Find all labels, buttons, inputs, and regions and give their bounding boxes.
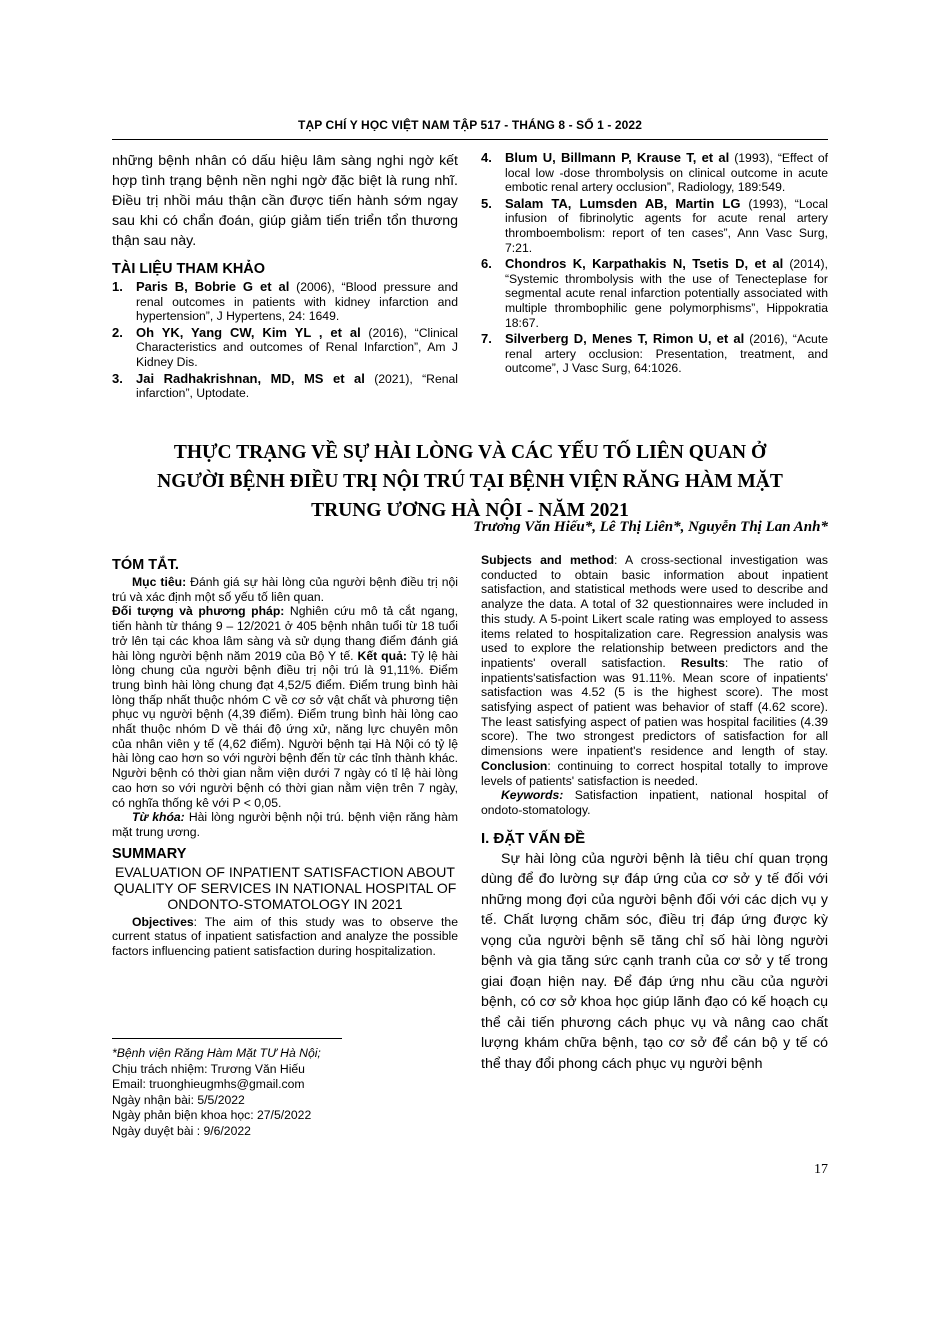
reference-number: 4. [481, 150, 492, 165]
article-title-line: NGƯỜI BỆNH ĐIỀU TRỊ NỘI TRÚ TẠI BỆNH VIỆN RĂNG HÀM MẶT [157, 471, 783, 492]
footnotes [112, 1046, 458, 1140]
english-title: EVALUATION OF INPATIENT SATISFACTION ABOUT QUALITY OF SERVICES IN NATIONAL HOSPITAL OF ONDONTO-STOMATOLOGY IN 2021 [113, 863, 457, 912]
footnote-rule [112, 1038, 342, 1039]
reference-authors: Jai Radhakrishnan, MD, MS et al [136, 370, 365, 386]
summary-conclusion-label: Conclusion [481, 758, 548, 773]
abstract-left-column [112, 557, 458, 959]
reference-number: 6. [481, 256, 492, 272]
reference-authors: Paris B, Bobrie G et al [136, 279, 290, 294]
summary-subjects-text: : A cross-sectional investigation was conducted to obtain basic information about inpatient satisfaction, and statistical methods were used to describe and analyze the data. A total of 32 questionnaires were included in this study. A 5-point Likert scale rating was employed to assess items related to hospitalization care. Regression analysis was used to explore the relationship between predictors and the inpatients' overall satisfaction. [481, 553, 828, 670]
results-text: Tỷ lệ hài lòng chung của người bệnh điều trị nội trú là 91,11%. Điểm trung bình hài lòng chung đạt 4,52/5 điểm. Điểm trung bình hài lòng thấp nhất thuộc nhóm C về cơ sở vật chất và phương tiện phục vụ người bệnh (4,39 điểm). Điểm trung bình hài lòng cao nhất thuộc nhóm D về thái độ ứng xử, năng lực chuyên môn của nhân viên y tế (4,62 điểm). Người bệnh tại Hà Nội có tỷ lệ hài lòng cao hơn so với người bệnh đến từ các tỉnh thành khác. Người bệnh có thời gian nằm viện dưới 7 ngày có tỉ lệ hài lòng cao hơn so với người bệnh có thời gian nằm viện trên 7 ngày, có nghĩa thống kê với P < 0,05. [112, 648, 458, 810]
prev-article-left-column [112, 151, 458, 403]
prev-article-right-column [481, 151, 828, 378]
reference-text: (1993), “Effect of local low -dose thrombolysis on clinical outcome in acute embotic renal artery occlusion”, Radiology, 189:549. [505, 151, 829, 195]
summary-keywords-text: Satisfaction inpatient, national hospital of ondoto-stomatology. [481, 788, 828, 817]
reference-item [481, 257, 828, 330]
results-label: Kết quả: [357, 648, 407, 663]
tomtat-methods [112, 604, 458, 810]
objective-label: Mục tiêu: [132, 575, 187, 589]
reference-authors: Blum U, Billmann P, Krause T, et al [505, 150, 730, 165]
reference-item [481, 332, 828, 376]
footnote-responsible: Chịu trách nhiệm: Trương Văn Hiếu [112, 1061, 305, 1076]
prev-article-closing-paragraph: những bệnh nhân có dấu hiệu lâm sàng nghi ngờ kết hợp tình trạng bệnh nền nghi ngờ đặc biệt là rung nhĩ. Điều trị nhồi máu thận cần được tiến hành sớm ngay sau khi có chẩn đoán, giúp giảm tiến triển tổn thương thận sau này. [112, 153, 458, 249]
reference-authors: Chondros K, Karpathakis N, Tsetis D, et al [505, 256, 784, 272]
summary-objectives [112, 915, 458, 959]
reference-item [112, 280, 458, 324]
footnote-affiliation: *Bệnh viện Răng Hàm Mặt TƯ Hà Nội; [112, 1046, 321, 1060]
reference-text: (1993), “Local infusion of fibrinolytic agents for acute renal artery thromboembolism: report of ten cases”, Ann Vasc Surg, 7:21. [505, 196, 829, 255]
summary-conclusion-text: : continuing to correct hospital totally to improve levels of patients' satisfaction is needed. [481, 758, 828, 788]
abstract-right-column [481, 553, 828, 1074]
article-title-line: THỰC TRẠNG VỀ SỰ HÀI LÒNG VÀ CÁC YẾU TỐ LIÊN QUAN Ở [173, 442, 767, 463]
methods-label: Đối tượng và phương pháp: [112, 604, 285, 619]
summary-objectives-text: : The aim of this study was to observe the current status of inpatient satisfaction and analyze the possible factors influencing patient satisfaction during hospitalization. [112, 914, 458, 959]
reference-authors: Silverberg D, Menes T, Rimon U, et al [505, 331, 745, 347]
reference-number: 7. [481, 331, 492, 347]
summary-body [481, 553, 828, 788]
summary-results-label: Results [680, 655, 725, 670]
intro-paragraph: Sự hài lòng của người bệnh là tiêu chí quan trọng dùng để đo lường sự đáp ứng của cơ sở y tế đối với những mong đợi của người bệnh đối với các dịch vụ y tế. Chất lượng chăm sóc, điều trị đáp ứng được kỳ vọng của người bệnh sẽ tăng chỉ số hài lòng người bệnh và gia tăng sức cạnh tranh của cơ sở y tế trong giai đoạn hiện nay. Để đáp ứng nhu cầu của người bệnh, có cơ sở khoa học giúp lãnh đạo có kế hoạch cụ thể cải tiến phương cách phục vụ và nâng cao chất lượng khám chữa bệnh, tạo cơ sở để cán bộ y tế có thể thay đổi phong cách phục vụ người bệnh [481, 850, 828, 1072]
objective-text: Đánh giá sự hài lòng của người bệnh điều trị nội trú và xác định một số yếu tố liên quan. [112, 575, 458, 604]
summary-heading: SUMMARY [112, 845, 187, 862]
footnote-reviewed: Ngày phản biện khoa học: 27/5/2022 [112, 1108, 312, 1123]
reference-item [112, 372, 458, 401]
methods-text: Nghiên cứu mô tả cắt ngang, tiến hành từ tháng 9 – 12/2021 ở 405 bệnh nhân tuổi từ 18 tuổi trở lên tại các khoa lâm sàng và sử dụng thang điểm đánh giá hài lòng người bệnh năm 2019 của Bộ Y tế. [112, 604, 458, 663]
reference-authors: Salam TA, Lumsden AB, Martin LG [505, 195, 741, 211]
summary-results-text: : The ratio of inpatients'satisfaction was 91.11%. Mean score of inpatients' satisfaction was 4.52 (5 is the highest score). The most satisfying aspect of patient was behavior of staff (4.62 score). The least satisfying aspect of patien was hospital facilities (4.39 score). The two strongest predictors of satisfaction for all dimensions were inpatient's residence and length of stay. [481, 655, 828, 759]
reference-list-right [481, 151, 828, 376]
summary-keywords [481, 788, 828, 817]
reference-item [112, 326, 458, 370]
tomtat-keywords [112, 810, 458, 839]
references-heading: TÀI LIỆU THAM KHẢO [112, 261, 266, 277]
intro-heading: I. ĐẶT VẤN ĐỀ [481, 829, 586, 847]
reference-number: 1. [112, 279, 123, 294]
tomtat-objective [112, 575, 458, 604]
page-number: 17 [814, 1162, 828, 1177]
summary-objectives-label: Objectives [132, 914, 194, 929]
journal-header: TẠP CHÍ Y HỌC VIỆT NAM TẬP 517 - THÁNG 8 - SỐ 1 - 2022 [298, 118, 642, 132]
keywords-text: Hài lòng người bệnh nội trú. bệnh viện răng hàm mặt trung ương. [112, 810, 458, 839]
reference-text: (2014), “Systemic thrombolysis with the use of Tenecteplase for segmental acute renal infarction potentially associated with multiple thrombophilic gene polymorphisms”, Hippokratia 18:67. [505, 257, 828, 330]
reference-authors: Oh YK, Yang CW, Kim YL , et al [136, 324, 361, 340]
tomtat-heading: TÓM TẮT. [112, 557, 179, 573]
keywords-label: Từ khóa: [132, 810, 185, 825]
reference-text: (2016), “Acute renal artery occlusion: Presentation, treatment, and outcome”, J Vasc Surg, 64:1026. [505, 332, 828, 376]
header-rule [112, 139, 828, 140]
article-authors: Trương Văn Hiếu*, Lê Thị Liên*, Nguyễn Thị Lan Anh* [473, 519, 828, 535]
reference-text: (2016), “Clinical Characteristics and outcomes of Renal Infarction”, Am J Kidney Dis. [136, 325, 459, 369]
reference-text: (2006), “Blood pressure and renal outcomes in patients with kidney infarction and hypertension”, J Hypertens, 24: 1649. [136, 280, 458, 324]
footnote-received: Ngày nhận bài: 5/5/2022 [112, 1092, 245, 1107]
reference-number: 2. [112, 324, 123, 340]
reference-list-left [112, 280, 458, 401]
summary-keywords-label: Keywords: [501, 788, 564, 803]
footnote-approved: Ngày duyệt bài : 9/6/2022 [112, 1123, 251, 1138]
footnote-email: Email: truonghieugmhs@gmail.com [112, 1077, 305, 1092]
summary-subjects-label: Subjects and method [481, 553, 615, 567]
reference-number: 3. [112, 370, 123, 386]
article-title [112, 438, 828, 525]
reference-item [481, 151, 828, 195]
article-title-line: TRUNG ƯƠNG HÀ NỘI - NĂM 2021 [311, 500, 629, 521]
reference-number: 5. [481, 195, 492, 211]
reference-text: (2021), “Renal infarction”, Uptodate. [136, 371, 458, 401]
reference-item [481, 197, 828, 255]
